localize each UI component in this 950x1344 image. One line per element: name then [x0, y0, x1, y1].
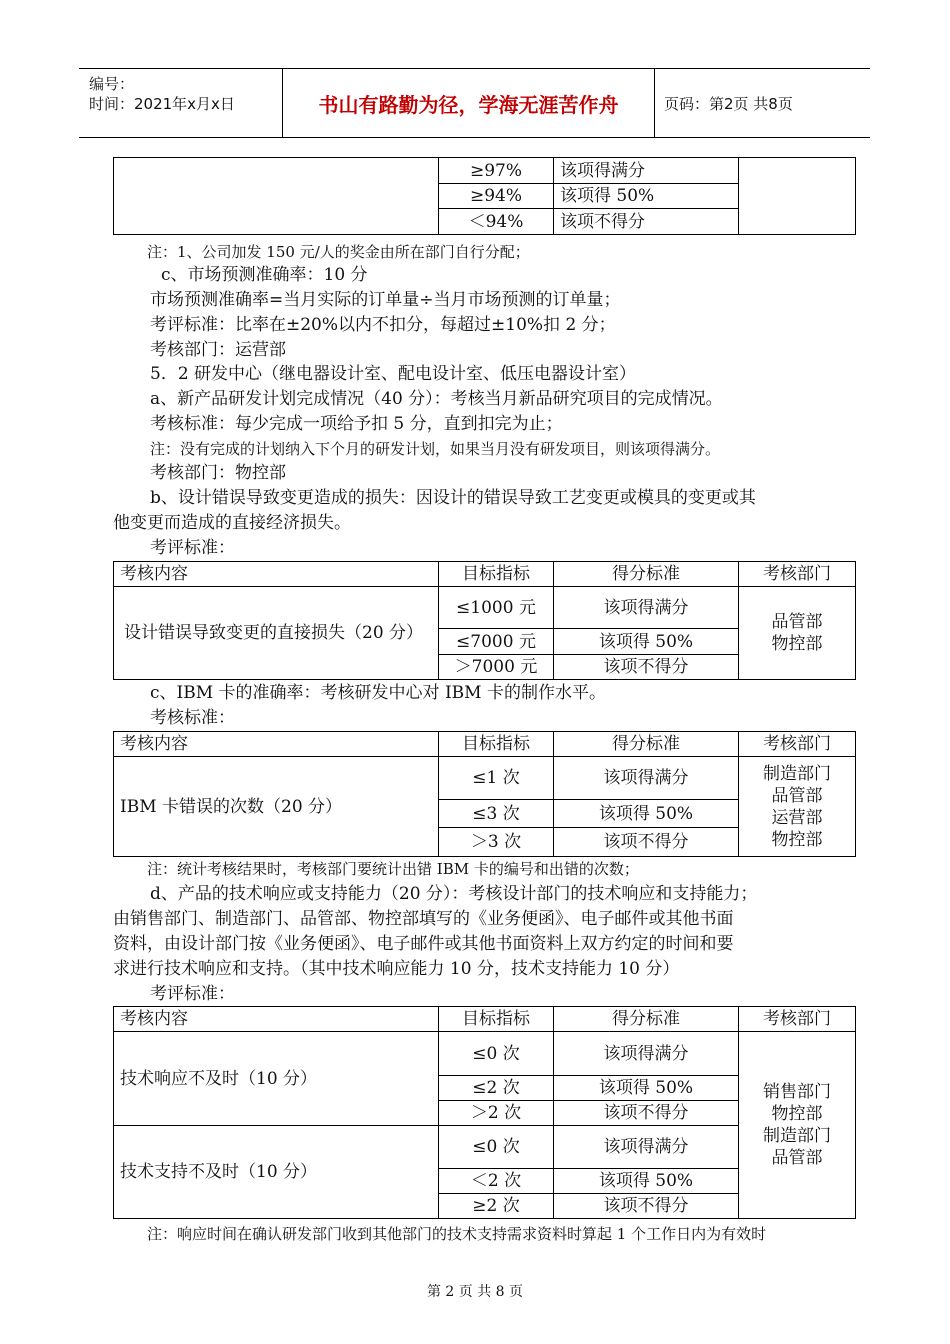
- header-motto: 书山有路勤为径，学海无涯苦作舟: [282, 69, 655, 137]
- dept-cell: [739, 1032, 856, 1219]
- table-row: [114, 1032, 856, 1076]
- content-cell: [114, 158, 439, 235]
- section-c2-standard: 考核标准：: [150, 708, 235, 728]
- section-d-title-line3: 资料，由设计部门按《业务便函》、电子邮件或其他书面资料上双方约定的时间和要: [113, 934, 734, 954]
- serial-label: 编号：: [89, 75, 135, 93]
- dept-item: 运营部: [771, 807, 823, 828]
- column-header-score: 得分标准: [554, 1007, 739, 1032]
- target-cell: ≤2 次: [439, 1076, 554, 1101]
- dept-item: 品管部: [771, 785, 823, 806]
- score-cell: 该项不得分: [554, 1101, 739, 1126]
- column-header-dept: 考核部门: [739, 562, 856, 587]
- column-header-score: 得分标准: [554, 562, 739, 587]
- dept-item: 品管部: [771, 612, 823, 632]
- column-header-content: 考核内容: [114, 732, 439, 757]
- target-cell: ≥94%: [439, 184, 554, 209]
- score-cell: 该项不得分: [554, 828, 739, 857]
- section-a-title: a、新产品研发计划完成情况（40 分）：考核当月新品研究项目的完成情况。: [150, 389, 723, 409]
- section-c-formula: 市场预测准确率=当月实际的订单量÷当月市场预测的订单量；: [150, 290, 621, 310]
- table-header-row: [114, 1007, 856, 1032]
- score-cell: 该项得 50%: [554, 184, 739, 209]
- content-cell: IBM 卡错误的次数（20 分）: [114, 757, 439, 857]
- target-cell: ≥97%: [439, 158, 554, 184]
- section-d-note: 注：响应时间在确认研发部门收到其他部门的技术支持需求资料时算起 1 个工作日内为有效时: [147, 1225, 767, 1243]
- page-footer: 第 2 页 共 8 页: [426, 1284, 524, 1300]
- target-cell: ≤0 次: [439, 1126, 554, 1169]
- note-bonus: 注：1、公司加发 150 元/人的奖金由所在部门自行分配；: [147, 243, 530, 261]
- column-header-dept: 考核部门: [739, 1007, 856, 1032]
- content-cell: 技术响应不及时（10 分）: [114, 1032, 439, 1126]
- dept-cell: [739, 757, 856, 857]
- section-d-title-line4: 求进行技术响应和支持。（其中技术响应能力 10 分，技术支持能力 10 分）: [113, 959, 680, 979]
- target-cell: ≤0 次: [439, 1032, 554, 1076]
- content-cell: 技术支持不及时（10 分）: [114, 1126, 439, 1219]
- dept-cell: [739, 158, 856, 235]
- table-ibm-card: [113, 731, 856, 857]
- column-header-target: 目标指标: [439, 1007, 554, 1032]
- target-cell: ＜2 次: [439, 1169, 554, 1194]
- dept-item: 物控部: [771, 634, 823, 654]
- column-header-score: 得分标准: [554, 732, 739, 757]
- content-cell: 设计错误导致变更的直接损失（20 分）: [114, 587, 439, 680]
- target-cell: ≤1 次: [439, 757, 554, 800]
- section-5-2-heading: 5．2 研发中心（继电器设计室、配电设计室、低压电器设计室）: [150, 364, 637, 384]
- score-cell: 该项得 50%: [554, 629, 739, 655]
- dept-item: 制造部门: [763, 1126, 831, 1146]
- dept-item: 销售部门: [763, 1082, 831, 1102]
- section-b-title-line1: b、设计错误导致变更造成的损失：因设计的错误导致工艺变更或模具的变更或其: [150, 488, 756, 508]
- table-row: [114, 757, 856, 800]
- section-d-title-line2: 由销售部门、制造部门、品管部、物控部填写的《业务便函》、电子邮件或其他书面: [113, 909, 734, 929]
- score-cell: 该项得满分: [554, 757, 739, 800]
- table-header-row: [114, 732, 856, 757]
- score-cell: 该项得 50%: [554, 1169, 739, 1194]
- section-a-dept: 考核部门：物控部: [150, 463, 286, 483]
- target-cell: ≥2 次: [439, 1194, 554, 1219]
- table-header-row: [114, 562, 856, 587]
- target-cell: ≤3 次: [439, 800, 554, 828]
- target-cell: ＞2 次: [439, 1101, 554, 1126]
- section-d-standard: 考评标准：: [150, 984, 235, 1004]
- section-c-standard: 考评标准：比率在±20%以内不扣分，每超过±10%扣 2 分；: [150, 315, 616, 335]
- column-header-target: 目标指标: [439, 732, 554, 757]
- time-label: 时间：2021年x月x日: [89, 95, 235, 113]
- section-c2-title: c、IBM 卡的准确率：考核研发中心对 IBM 卡的制作水平。: [150, 683, 606, 703]
- page-header: [79, 68, 870, 138]
- dept-item: 品管部: [771, 1148, 823, 1168]
- column-header-target: 目标指标: [439, 562, 554, 587]
- target-cell: ＞3 次: [439, 828, 554, 857]
- score-cell: 该项得 50%: [554, 1076, 739, 1101]
- table-row: [114, 587, 856, 629]
- header-meta: [79, 69, 279, 137]
- section-c-title: c、市场预测准确率：10 分: [161, 265, 368, 285]
- score-cell: 该项得满分: [554, 1126, 739, 1169]
- score-cell: 该项不得分: [554, 1194, 739, 1219]
- score-cell: 该项得满分: [554, 1032, 739, 1076]
- column-header-dept: 考核部门: [739, 732, 856, 757]
- score-cell: 该项得 50%: [554, 800, 739, 828]
- target-cell: ＞7000 元: [439, 655, 554, 680]
- section-b-standard: 考评标准：: [150, 538, 235, 558]
- score-cell: 该项不得分: [554, 655, 739, 680]
- column-header-content: 考核内容: [114, 562, 439, 587]
- score-cell: 该项不得分: [554, 209, 739, 235]
- dept-cell: [739, 587, 856, 680]
- score-cell: 该项得满分: [554, 587, 739, 629]
- score-cell: 该项得满分: [554, 158, 739, 184]
- section-c2-note: 注：统计考核结果时，考核部门要统计出错 IBM 卡的编号和出错的次数；: [147, 860, 639, 878]
- section-c-dept: 考核部门：运营部: [150, 340, 286, 360]
- table-tech-response: [113, 1006, 856, 1219]
- header-page-info: 页码：第2页 共8页: [664, 94, 793, 113]
- section-a-note: 注：没有完成的计划纳入下个月的研发计划，如果当月没有研发项目，则该项得满分。: [150, 440, 721, 458]
- target-cell: ≤1000 元: [439, 587, 554, 629]
- target-cell: ＜94%: [439, 209, 554, 235]
- dept-item: 物控部: [771, 1104, 823, 1124]
- section-d-title-line1: d、产品的技术响应或支持能力（20 分）：考核设计部门的技术响应和支持能力；: [150, 884, 758, 904]
- section-a-standard: 考核标准：每少完成一项给予扣 5 分，直到扣完为止；: [150, 414, 563, 434]
- section-b-title-line2: 他变更而造成的直接经济损失。: [113, 513, 351, 533]
- table-continuation: [113, 157, 856, 235]
- table-design-error: [113, 561, 856, 680]
- dept-item: 物控部: [771, 829, 823, 850]
- column-header-content: 考核内容: [114, 1007, 439, 1032]
- target-cell: ≤7000 元: [439, 629, 554, 655]
- table-row: [114, 158, 856, 184]
- dept-item: 制造部门: [763, 763, 831, 784]
